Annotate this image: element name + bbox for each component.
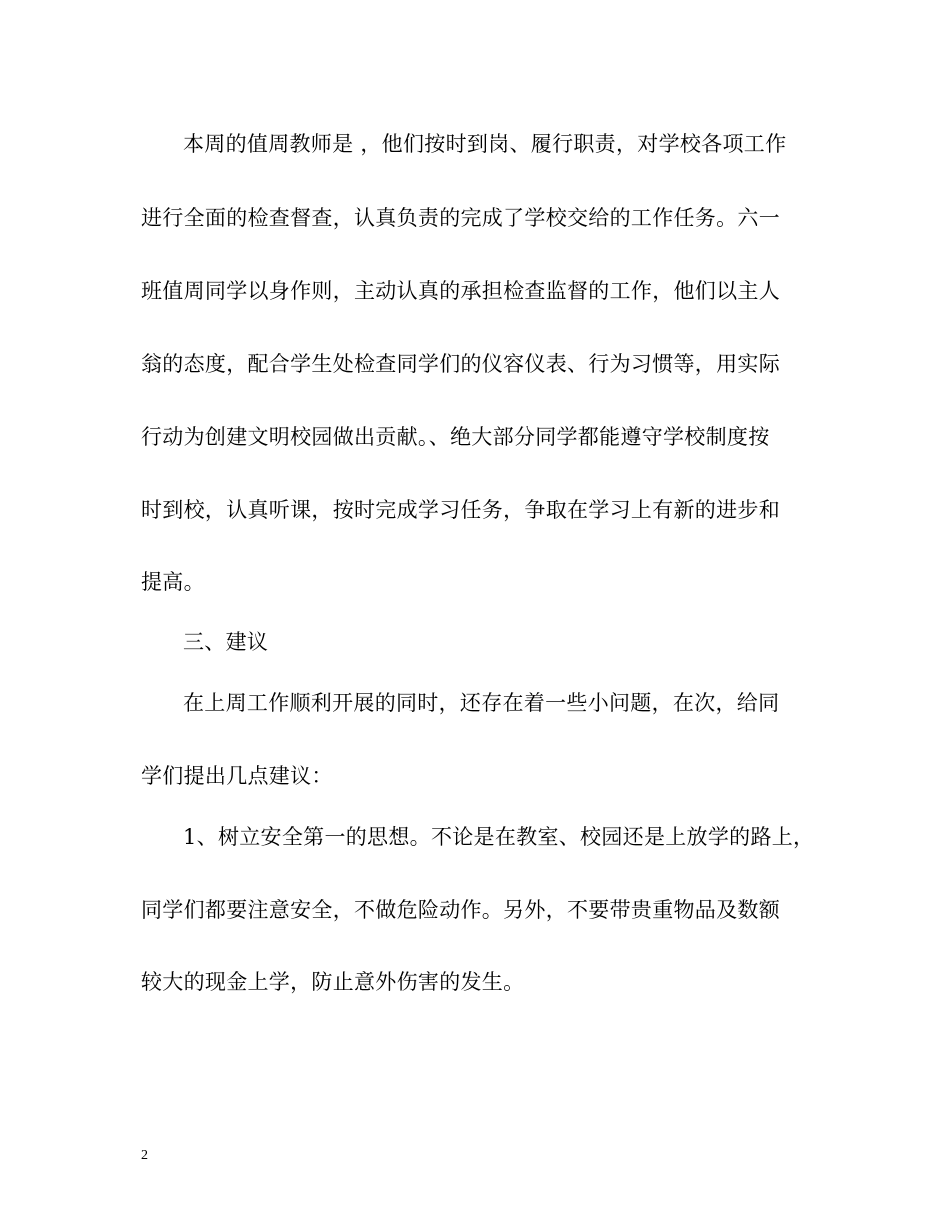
text-line: 进行全面的检查督查，认真负责的完成了学校交给的工作任务。六一 xyxy=(141,206,780,230)
text-line: 在上周工作顺利开展的同时，还存在着一些小问题，在次，给同 xyxy=(183,691,780,715)
text-line: 班值周同学以身作则，主动认真的承担检查监督的工作，他们以主人 xyxy=(141,279,780,303)
text-line: 行动为创建文明校园做出贡献。、绝大部分同学都能遵守学校制度按 xyxy=(141,425,770,449)
text-line: 本周的值周教师是 ，他们按时到岗、履行职责，对学校各项工作 xyxy=(183,132,787,156)
text-line: 1、树立安全第一的思想。不论是在教室、校园还是上放学的路上， xyxy=(183,825,815,849)
text-line: 提高。 xyxy=(141,570,205,594)
text-line: 时到校，认真听课，按时完成学习任务，争取在学习上有新的进步和 xyxy=(141,498,780,522)
text-line: 较大的现金上学，防止意外伤害的发生。 xyxy=(141,970,525,994)
text-line: 学们提出几点建议： xyxy=(141,764,333,788)
text-line: 同学们都要注意安全，不做危险动作。另外，不要带贵重物品及数额 xyxy=(141,898,780,922)
page-number: 2 xyxy=(141,1148,148,1163)
text-line: 翁的态度，配合学生处检查同学们的仪容仪表、行为习惯等，用实际 xyxy=(141,352,780,376)
section-heading: 三、建议 xyxy=(183,630,269,654)
